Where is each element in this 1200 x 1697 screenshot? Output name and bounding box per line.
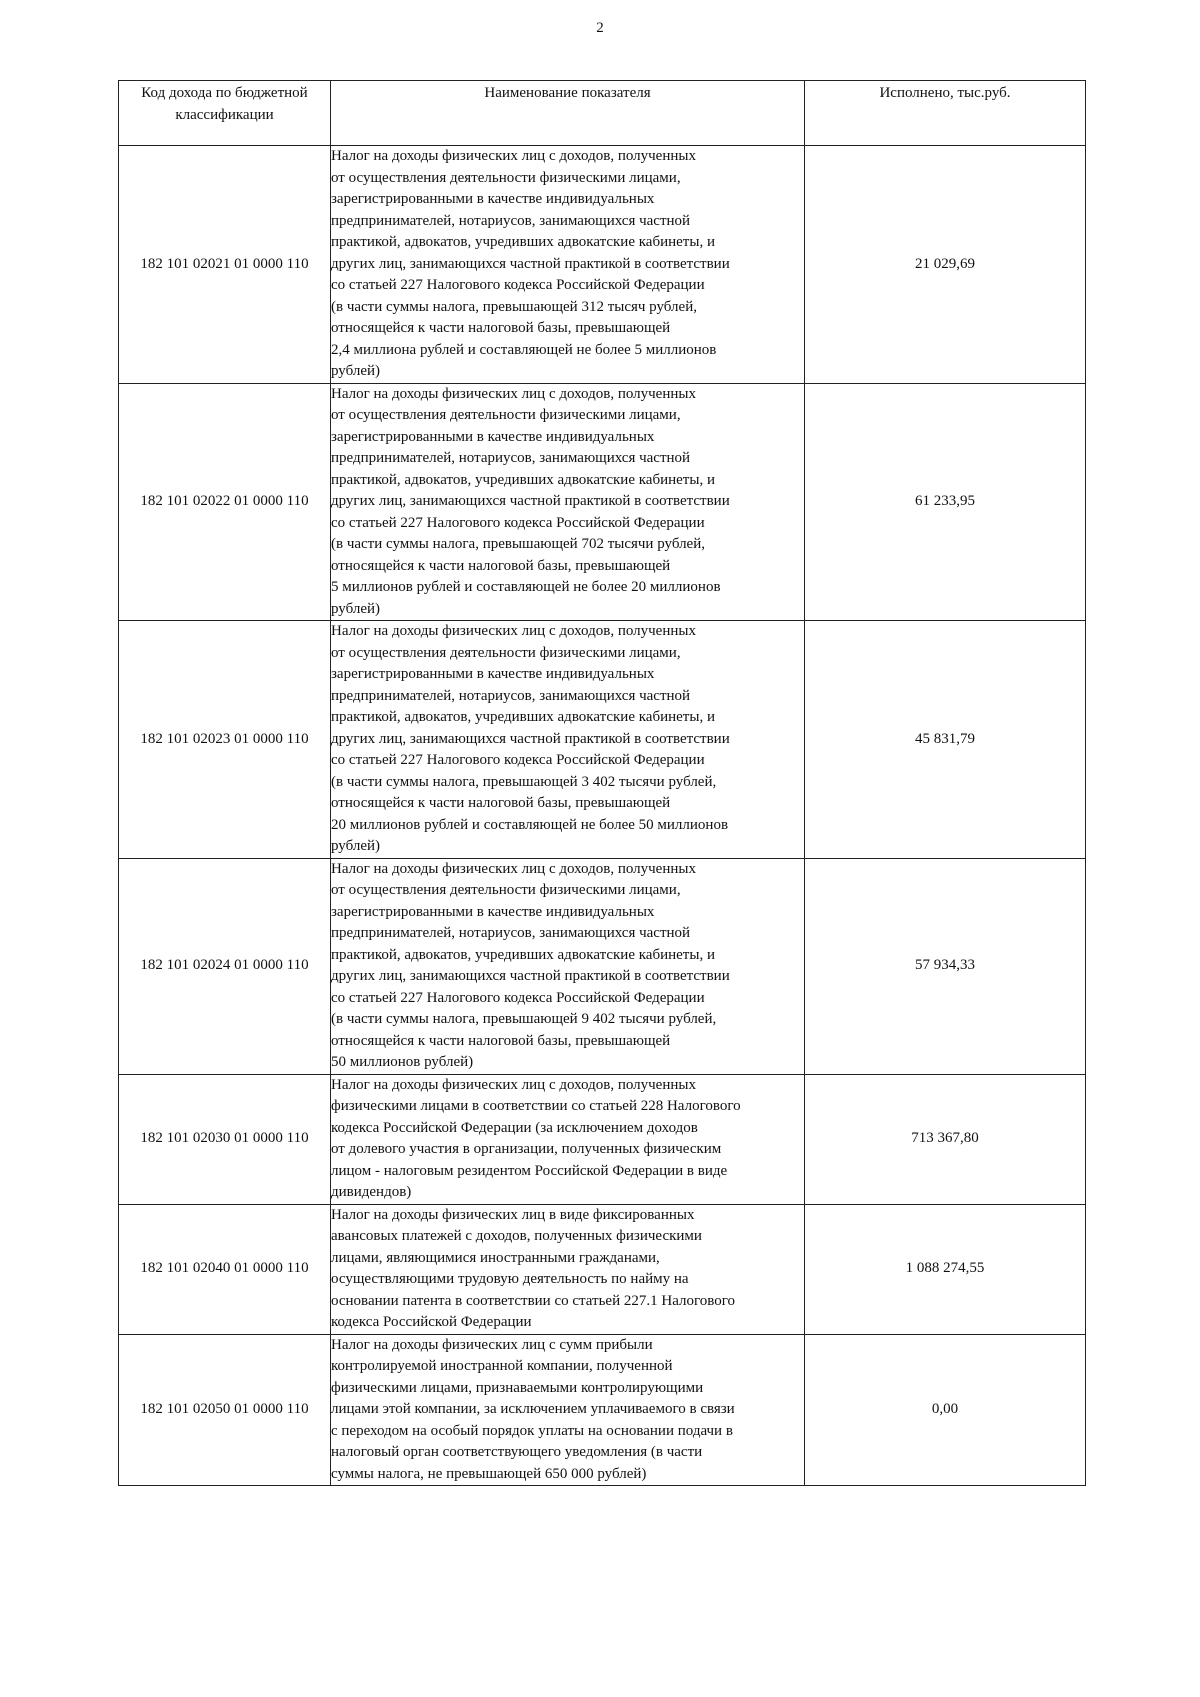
row-code: 182 101 02022 01 0000 110 [119, 383, 331, 621]
row-value: 57 934,33 [805, 858, 1086, 1074]
row-code: 182 101 02023 01 0000 110 [119, 621, 331, 859]
table-row [119, 1334, 1086, 1486]
row-value: 1 088 274,55 [805, 1204, 1086, 1334]
table-row [119, 1204, 1086, 1334]
row-name: Налог на доходы физических лиц с доходов, полученных от осуществления деятельности физическими лицами, зарегистрированными в качестве индивидуальных предпринимателей, нотариусов, занимающихся частной практикой, адвокатов, учредивших адвокатские кабинеты, и других лиц, занимающихся частной практикой в соответствии со статьей 227 Налогового кодекса Российской Федерации (в части суммы налога, превышающей 702 тысячи рублей, относящейся к части налоговой базы, превышающей 5 миллионов рублей и составляющей не более 20 миллионов рублей) [331, 383, 805, 621]
row-value: 21 029,69 [805, 146, 1086, 384]
table-header-row [119, 81, 1086, 146]
table-row [119, 621, 1086, 859]
row-name: Налог на доходы физических лиц с доходов, полученных физическими лицами в соответствии со статьей 228 Налогового кодекса Российской Федерации (за исключением доходов от долевого участия в организации, полученных физическим лицом - налоговым резидентом Российской Федерации в виде дивидендов) [331, 1074, 805, 1204]
page-number: 2 [596, 20, 604, 36]
row-name: Налог на доходы физических лиц с доходов, полученных от осуществления деятельности физическими лицами, зарегистрированными в качестве индивидуальных предпринимателей, нотариусов, занимающихся частной практикой, адвокатов, учредивших адвокатские кабинеты, и других лиц, занимающихся частной практикой в соответствии со статьей 227 Налогового кодекса Российской Федерации (в части суммы налога, превышающей 3 402 тысячи рублей, относящейся к части налоговой базы, превышающей 20 миллионов рублей и составляющей не более 50 миллионов рублей) [331, 621, 805, 859]
table-row [119, 858, 1086, 1074]
row-code: 182 101 02040 01 0000 110 [119, 1204, 331, 1334]
table-row [119, 1074, 1086, 1204]
row-value: 61 233,95 [805, 383, 1086, 621]
row-name: Налог на доходы физических лиц с сумм прибыли контролируемой иностранной компании, полученной физическими лицами, признаваемыми контролирующими лицами этой компании, за исключением уплачиваемого в связи с переходом на особый порядок уплаты на основании подачи в налоговый орган соответствующего уведомления (в части суммы налога, не превышающей 650 000 рублей) [331, 1334, 805, 1486]
table-row [119, 146, 1086, 384]
row-name: Налог на доходы физических лиц с доходов, полученных от осуществления деятельности физическими лицами, зарегистрированными в качестве индивидуальных предпринимателей, нотариусов, занимающихся частной практикой, адвокатов, учредивших адвокатские кабинеты, и других лиц, занимающихся частной практикой в соответствии со статьей 227 Налогового кодекса Российской Федерации (в части суммы налога, превышающей 312 тысяч рублей, относящейся к части налоговой базы, превышающей 2,4 миллиона рублей и составляющей не более 5 миллионов рублей) [331, 146, 805, 384]
row-value: 0,00 [805, 1334, 1086, 1486]
row-code: 182 101 02030 01 0000 110 [119, 1074, 331, 1204]
row-name: Налог на доходы физических лиц в виде фиксированных авансовых платежей с доходов, полученных физическими лицами, являющимися иностранными гражданами, осуществляющими трудовую деятельность по найму на основании патента в соответствии со статьей 227.1 Налогового кодекса Российской Федерации [331, 1204, 805, 1334]
row-name: Налог на доходы физических лиц с доходов, полученных от осуществления деятельности физическими лицами, зарегистрированными в качестве индивидуальных предпринимателей, нотариусов, занимающихся частной практикой, адвокатов, учредивших адвокатские кабинеты, и других лиц, занимающихся частной практикой в соответствии со статьей 227 Налогового кодекса Российской Федерации (в части суммы налога, превышающей 9 402 тысячи рублей, относящейся к части налоговой базы, превышающей 50 миллионов рублей) [331, 858, 805, 1074]
header-value: Исполнено, тыс.руб. [805, 81, 1086, 146]
row-code: 182 101 02050 01 0000 110 [119, 1334, 331, 1486]
header-name: Наименование показателя [331, 81, 805, 146]
row-code: 182 101 02024 01 0000 110 [119, 858, 331, 1074]
row-value: 45 831,79 [805, 621, 1086, 859]
row-code: 182 101 02021 01 0000 110 [119, 146, 331, 384]
row-value: 713 367,80 [805, 1074, 1086, 1204]
header-code: Код дохода по бюджетной классификации [119, 81, 331, 146]
table-row [119, 383, 1086, 621]
budget-table [118, 80, 1086, 1486]
